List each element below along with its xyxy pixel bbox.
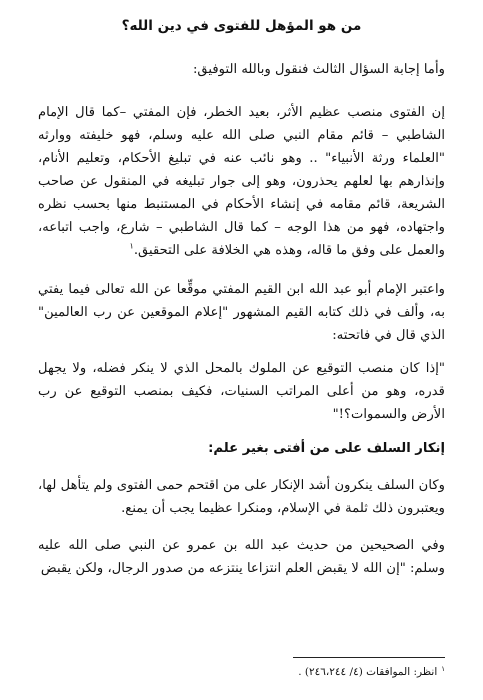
footnote-reference: ١: [129, 241, 134, 251]
footnote-text: انظر: الموافقات (٤/ ٢٤٦،٢٤٤) .: [298, 666, 438, 678]
paragraph-ibn-al-qayyim: واعتبر الإمام أبو عبد الله ابن القيم المفتي موقِّعا عن الله تعالى فيما يفتي به، وألف في ذلك كتابه القيم المشهور "إعلام الموقعين عن رب العالمين" الذي قال في فاتحته:: [38, 282, 445, 343]
paragraph-fatwa-position: [38, 101, 445, 262]
section-heading: إنكار السلف على من أفتى بغير علم:: [208, 441, 445, 456]
paragraph-salaf: وكان السلف ينكرون أشد الإنكار على من اقتحم حمى الفتوى ولم يتأهل لها، ويعتبرون ذلك ثلمة في الإسلام، ومنكرا عظيما يجب أن يمنع.: [38, 478, 445, 516]
paragraph-text: إن الفتوى منصب عظيم الأثر، بعيد الخطر، فإن المفتي –كما قال الإمام الشاطبي – قائم مقام النبي صلى الله عليه وسلم، فهو خليفته ووارثه "العلماء ورثة الأنبياء" .. وهو نائب عنه في تبليغ الأحكام، وتعليم الأنام، وإنذارهم بها لعلهم يحذرون، وهو إلى جوار تبليغه في المنقول عن صاحب الشريعة، قائم مقامه في إنشاء الأحكام في المستنبط منها بحسب نظره واجتهاده، فهو من هذا الوجه – كما قال الشاطبي – شارع، واجب اتباعه، والعمل على وفق ما قاله، وهذه هي الخلافة على التحقيق.: [38, 105, 445, 258]
footnote-divider: [293, 657, 445, 658]
intro-paragraph: وأما إجابة السؤال الثالث فنقول وبالله التوفيق:: [192, 62, 445, 77]
page-title: من هو المؤهل للفتوى في دين الله؟: [121, 18, 362, 34]
quote-paragraph: "إذا كان منصب التوقيع عن الملوك بالمحل الذي لا ينكر فضله، ولا يجهل قدره، وهو من أعلى المراتب السنيات، فكيف بمنصب التوقيع عن رب الأرض والسموات؟!": [38, 361, 445, 422]
footnote: [38, 664, 445, 680]
paragraph-hadith: وفي الصحيحين من حديث عبد الله بن عمرو عن النبي صلى الله عليه وسلم: "إن الله لا يقبض العلم انتزاعا ينتزعه من صدور الرجال، ولكن يقبض: [38, 538, 445, 576]
footnote-number: ١: [441, 664, 445, 673]
